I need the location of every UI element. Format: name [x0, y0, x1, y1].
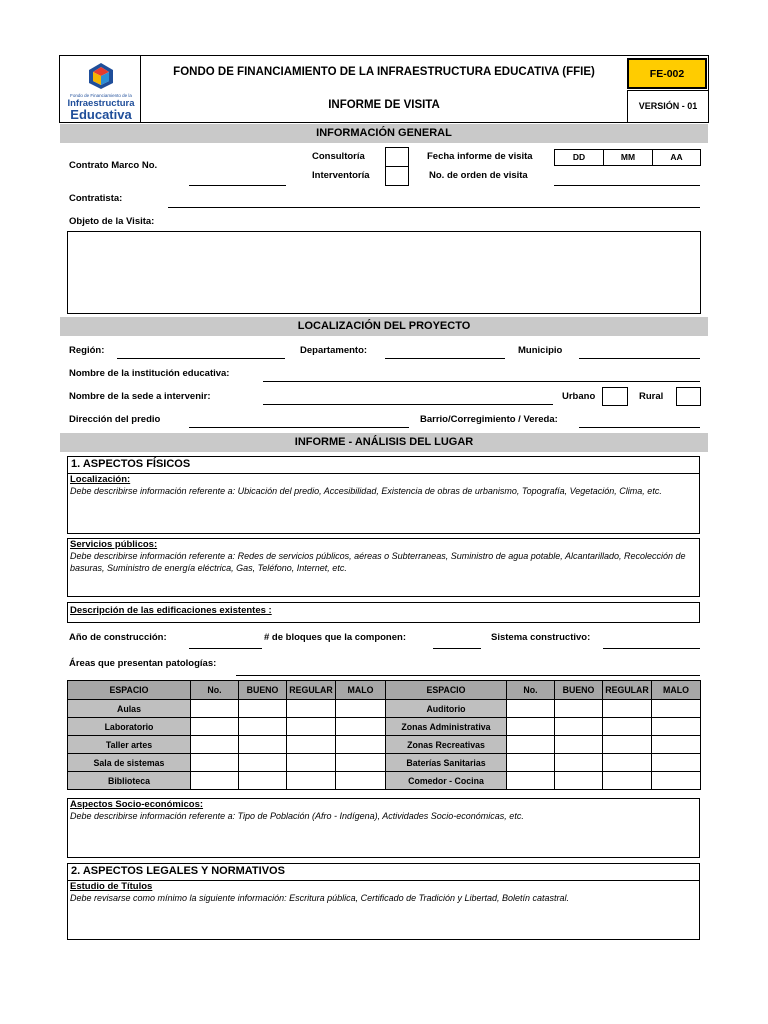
- table-cell[interactable]: [507, 700, 555, 718]
- table-cell[interactable]: [555, 736, 603, 754]
- col-no: No.: [191, 681, 239, 700]
- label-objeto-visita: Objeto de la Visita:: [69, 216, 155, 227]
- edificaciones-box: [67, 602, 700, 623]
- table-cell[interactable]: [603, 754, 652, 772]
- label-orden-visita: No. de orden de visita: [429, 170, 528, 181]
- table-cell[interactable]: [652, 754, 701, 772]
- label-barrio: Barrio/Corregimiento / Vereda:: [420, 414, 558, 425]
- rural-checkbox[interactable]: [676, 387, 701, 406]
- label-contrato-marco: Contrato Marco No.: [69, 160, 158, 171]
- servicios-textarea[interactable]: [67, 538, 700, 597]
- table-cell[interactable]: [603, 718, 652, 736]
- table-header-row: [68, 681, 701, 700]
- espacio-name: Biblioteca: [68, 772, 191, 790]
- label-sede: Nombre de la sede a intervenir:: [69, 391, 211, 402]
- table-cell[interactable]: [336, 754, 386, 772]
- table-row: [68, 754, 701, 772]
- label-rural: Rural: [639, 391, 664, 402]
- band-informacion-general: INFORMACIÓN GENERAL: [60, 124, 708, 143]
- label-departamento: Departamento:: [300, 345, 368, 356]
- col-bueno-2: BUENO: [555, 681, 603, 700]
- section-aspectos-fisicos-title: [67, 456, 700, 474]
- table-cell[interactable]: [507, 718, 555, 736]
- espacio-name: Sala de sistemas: [68, 754, 191, 772]
- form-title: FONDO DE FINANCIAMIENTO DE LA INFRAESTRUCTURA EDUCATIVA (FFIE): [173, 66, 595, 78]
- table-cell[interactable]: [239, 700, 287, 718]
- titulos-instructions: Debe revisarse como mínimo la siguiente información: Escritura pública, Certificado de Tradición y Libertad, Boletín catastral.: [70, 893, 570, 903]
- col-espacio-2: ESPACIO: [386, 681, 507, 700]
- sistema-constructivo-field[interactable]: [603, 648, 700, 649]
- table-cell[interactable]: [336, 700, 386, 718]
- form-code: FE-002: [627, 58, 707, 89]
- objeto-visita-textarea[interactable]: [67, 231, 701, 314]
- label-patologias: Áreas que presentan patologías:: [69, 658, 217, 669]
- table-cell[interactable]: [652, 736, 701, 754]
- label-anio-construccion: Año de construcción:: [69, 632, 167, 643]
- table-cell[interactable]: [555, 718, 603, 736]
- table-cell[interactable]: [336, 736, 386, 754]
- table-cell[interactable]: [507, 736, 555, 754]
- col-espacio: ESPACIO: [68, 681, 191, 700]
- edificaciones-subtitle: Descripción de las edificaciones existentes :: [70, 605, 272, 616]
- table-cell[interactable]: [652, 700, 701, 718]
- label-institucion: Nombre de la institución educativa:: [69, 368, 230, 379]
- table-cell[interactable]: [239, 754, 287, 772]
- col-bueno: BUENO: [239, 681, 287, 700]
- table-cell[interactable]: [336, 772, 386, 790]
- espacio-name: Laboratorio: [68, 718, 191, 736]
- espacio-name: Taller artes: [68, 736, 191, 754]
- table-cell[interactable]: [336, 718, 386, 736]
- form-version: VERSIÓN - 01: [627, 90, 709, 123]
- table-row: [68, 772, 701, 790]
- contratista-field[interactable]: [168, 207, 700, 208]
- institucion-field[interactable]: [263, 381, 700, 382]
- espacio-name: Baterías Sanitarias: [386, 754, 507, 772]
- logo-cell: [59, 55, 141, 123]
- table-cell[interactable]: [652, 718, 701, 736]
- socio-economicos-instructions: Debe describirse información referente a: Tipo de Población (Afro - Indígena), Actividades Socio-económicas, etc.: [70, 811, 524, 821]
- fecha-dd-field[interactable]: DD: [554, 149, 604, 166]
- form-subtitle: INFORME DE VISITA: [328, 99, 440, 111]
- fecha-mm-field[interactable]: MM: [603, 149, 653, 166]
- label-consultoria: Consultoría: [312, 151, 365, 162]
- table-cell[interactable]: [191, 718, 239, 736]
- label-sistema-constructivo: Sistema constructivo:: [491, 632, 591, 643]
- servicios-subtitle: Servicios públicos:: [70, 539, 158, 550]
- region-field[interactable]: [117, 358, 285, 359]
- socio-economicos-subtitle: Aspectos Socio-económicos:: [70, 799, 204, 810]
- label-direccion: Dirección del predio: [69, 414, 161, 425]
- fecha-aa-field[interactable]: AA: [652, 149, 701, 166]
- logo-text-line1: Infraestructura: [67, 98, 135, 109]
- table-cell[interactable]: [287, 718, 336, 736]
- table-row: [68, 736, 701, 754]
- table-row: [68, 718, 701, 736]
- table-cell[interactable]: [507, 772, 555, 790]
- direccion-field[interactable]: [189, 427, 409, 428]
- table-cell[interactable]: [191, 754, 239, 772]
- table-cell[interactable]: [191, 736, 239, 754]
- table-cell[interactable]: [191, 700, 239, 718]
- espacio-name: Zonas Administrativa: [386, 718, 507, 736]
- logo-text-line2: Educativa: [70, 107, 132, 122]
- table-cell[interactable]: [239, 772, 287, 790]
- departamento-field[interactable]: [385, 358, 505, 359]
- col-malo: MALO: [336, 681, 386, 700]
- table-cell[interactable]: [287, 772, 336, 790]
- table-cell[interactable]: [555, 772, 603, 790]
- section-legales-title: [67, 863, 700, 881]
- band-localizacion: LOCALIZACIÓN DEL PROYECTO: [60, 317, 708, 336]
- table-cell[interactable]: [652, 772, 701, 790]
- table-row: [68, 700, 701, 718]
- logo-icon: [86, 61, 116, 91]
- col-regular-2: REGULAR: [603, 681, 652, 700]
- orden-visita-field[interactable]: [554, 185, 700, 186]
- table-cell[interactable]: [603, 736, 652, 754]
- localizacion-subtitle: Localización:: [70, 474, 131, 485]
- municipio-field[interactable]: [579, 358, 700, 359]
- label-region: Región:: [69, 345, 105, 356]
- table-cell[interactable]: [507, 754, 555, 772]
- sede-field[interactable]: [263, 404, 553, 405]
- col-no-2: No.: [507, 681, 555, 700]
- interventoria-checkbox[interactable]: [385, 166, 409, 186]
- table-cell[interactable]: [191, 772, 239, 790]
- localizacion-textarea[interactable]: [67, 473, 700, 534]
- consultoria-checkbox[interactable]: [385, 147, 409, 167]
- band-informe: INFORME - ANÁLISIS DEL LUGAR: [60, 433, 708, 452]
- label-bloques: # de bloques que la componen:: [264, 632, 406, 643]
- titulos-subtitle: Estudio de Títulos: [70, 881, 153, 892]
- bloques-field[interactable]: [433, 648, 481, 649]
- espacio-name: Zonas Recreativas: [386, 736, 507, 754]
- socio-economicos-textarea[interactable]: [67, 798, 700, 858]
- table-cell[interactable]: [239, 718, 287, 736]
- patologias-field[interactable]: [236, 675, 700, 676]
- legales-title: 2. ASPECTOS LEGALES Y NORMATIVOS: [71, 865, 285, 877]
- espacio-name: Auditorio: [386, 700, 507, 718]
- label-fecha-informe: Fecha informe de visita: [427, 151, 533, 162]
- logo-small-text: Fondo de Financiamiento de la: [70, 93, 132, 98]
- label-interventoria: Interventoría: [312, 170, 370, 181]
- table-cell[interactable]: [287, 754, 336, 772]
- table-cell[interactable]: [603, 772, 652, 790]
- barrio-field[interactable]: [579, 427, 700, 428]
- label-contratista: Contratista:: [69, 193, 123, 204]
- table-cell[interactable]: [287, 736, 336, 754]
- titulos-textarea[interactable]: [67, 880, 700, 940]
- table-cell[interactable]: [603, 700, 652, 718]
- table-cell[interactable]: [239, 736, 287, 754]
- espacio-name: Comedor - Cocina: [386, 772, 507, 790]
- espacio-name: Aulas: [68, 700, 191, 718]
- anio-construccion-field[interactable]: [189, 648, 262, 649]
- urbano-checkbox[interactable]: [602, 387, 628, 406]
- table-cell[interactable]: [287, 700, 336, 718]
- label-municipio: Municipio: [518, 345, 563, 356]
- aspectos-fisicos-title: 1. ASPECTOS FÍSICOS: [71, 458, 191, 470]
- contrato-marco-field[interactable]: [189, 185, 286, 186]
- col-malo-2: MALO: [652, 681, 701, 700]
- table-cell[interactable]: [555, 754, 603, 772]
- col-regular: REGULAR: [287, 681, 336, 700]
- table-cell[interactable]: [555, 700, 603, 718]
- label-urbano: Urbano: [562, 391, 596, 402]
- espacios-table: [67, 680, 701, 790]
- localizacion-instructions: Debe describirse información referente a: Ubicación del predio, Accesibilidad, Existencia de obras de urbanismo, Topografía, Vegetación, Clima, etc.: [70, 486, 662, 496]
- servicios-instructions: Debe describirse información referente a: Redes de servicios públicos, aéreas o Subterraneas, Suministro de agua potable, Alcantarillado, Recolección de basuras, Suministro de energía eléctrica, Gas, Teléfono, Internet, etc.: [70, 551, 686, 573]
